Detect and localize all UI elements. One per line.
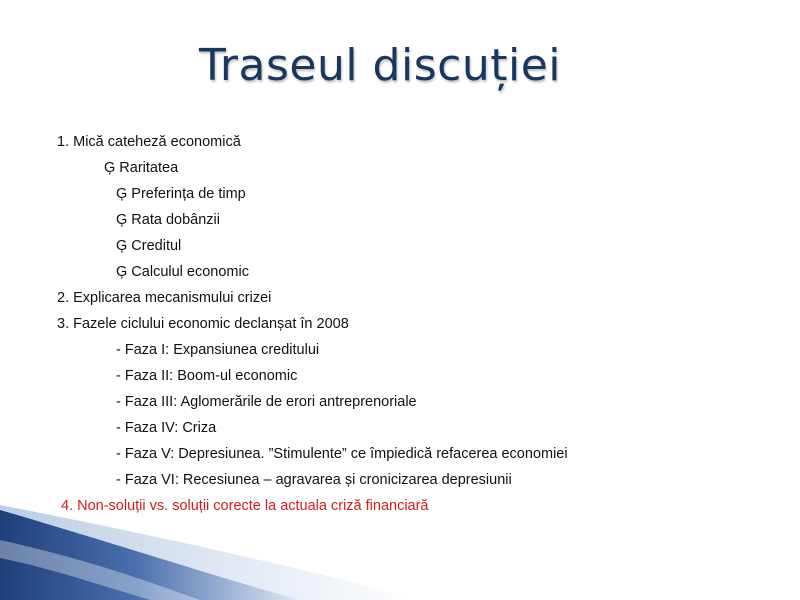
outline-item: 3. Fazele ciclului economic declanșat în 2008 — [57, 316, 349, 332]
outline-item: 1. Mică cateheză economică — [57, 134, 241, 150]
outline-item-highlight: 4. Non-soluții vs. soluții corecte la actuala criză financiară — [61, 498, 429, 514]
outline-item: - Faza III: Aglomerările de erori antreprenoriale — [116, 394, 417, 410]
outline-item: Ģ Raritatea — [104, 160, 179, 176]
outline-item: Ģ Preferința de timp — [116, 186, 246, 202]
outline-item: Ģ Rata dobânzii — [116, 212, 220, 228]
outline-item: - Faza IV: Criza — [116, 420, 217, 436]
outline-item: 2. Explicarea mecanismului crizei — [57, 290, 272, 306]
outline-item: - Faza II: Boom-ul economic — [116, 368, 298, 384]
outline-item: Ģ Calculul economic — [116, 264, 249, 280]
slide-title: Traseul discuției — [199, 40, 561, 91]
outline-item: - Faza V: Depresiunea. ”Stimulente” ce împiedică refacerea economiei — [116, 446, 568, 462]
outline-item: Ģ Creditul — [116, 238, 182, 254]
outline-item: - Faza I: Expansiunea creditului — [116, 342, 320, 358]
outline-item: - Faza VI: Recesiunea – agravarea și cronicizarea depresiunii — [116, 472, 512, 488]
